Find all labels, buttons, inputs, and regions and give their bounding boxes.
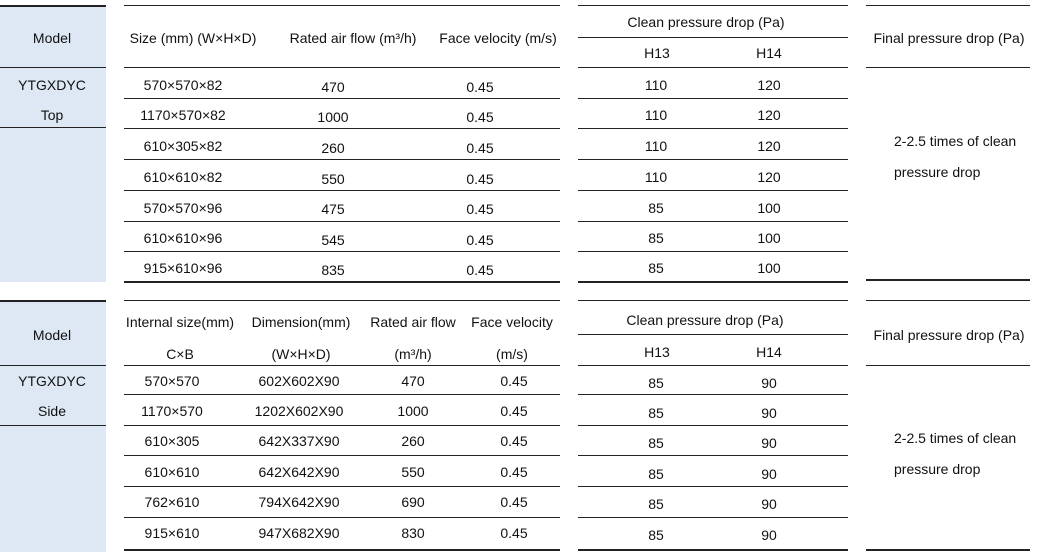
top-row-rule: [578, 98, 848, 99]
cell-velocity: 0.45: [466, 262, 494, 278]
top-header-bottom-rule: [578, 67, 848, 68]
cell-dimension: 794X642X90: [258, 494, 340, 510]
cell-airflow: 470: [321, 79, 345, 95]
cell-h14: 90: [761, 435, 777, 451]
side-rule: [0, 300, 106, 302]
top-subheader-rule: [578, 37, 848, 38]
cell-h13: 85: [648, 200, 664, 216]
side-row-rule: [578, 455, 848, 456]
top-model-name: YTGXDYC: [18, 77, 86, 93]
cell-h13: 85: [648, 260, 664, 276]
side-header-model: Model: [32, 327, 72, 343]
top-header-size: Size (mm) (W×H×D): [129, 30, 257, 46]
side-table-bottom-rule: [124, 549, 560, 551]
side-header-h13: H13: [644, 344, 670, 360]
cell-dimension: 642X642X90: [258, 464, 340, 480]
side-header-airflow-unit: (m³/h): [394, 346, 432, 362]
top-header-bottom-rule: [124, 67, 560, 68]
side-final-pressure-text: pressure drop: [894, 461, 981, 477]
cell-velocity: 0.45: [466, 171, 494, 187]
top-row-rule: [124, 251, 560, 252]
side-header-internal: Internal size(mm): [125, 314, 235, 330]
cell-h14: 90: [761, 496, 777, 512]
cell-velocity: 0.45: [500, 433, 528, 449]
cell-size: 570×570×96: [143, 200, 223, 216]
side-header-internal-unit: C×B: [166, 346, 194, 362]
cell-dimension: 947X682X90: [258, 525, 340, 541]
top-header-bottom-rule: [866, 67, 1030, 68]
top-table-bottom-rule: [124, 281, 560, 283]
cell-size: 570×570×82: [143, 77, 223, 93]
top-row-rule: [578, 159, 848, 160]
side-model-variant: Side: [37, 403, 67, 419]
cell-dimension: 1202X602X90: [254, 403, 344, 419]
cell-h14: 120: [757, 77, 781, 93]
top-header-bottom-rule: [0, 67, 106, 68]
top-rule: [866, 5, 1030, 6]
side-row-rule: [124, 455, 560, 456]
cell-airflow: 1000: [397, 403, 429, 419]
top-row-rule: [124, 190, 560, 191]
cell-velocity: 0.45: [500, 494, 528, 510]
cell-airflow: 830: [401, 525, 425, 541]
side-header-dimension-unit: (W×H×D): [271, 346, 331, 362]
cell-velocity: 0.45: [466, 109, 494, 125]
side-header-h14: H14: [756, 344, 782, 360]
top-rule: [578, 5, 848, 6]
top-row-rule: [124, 159, 560, 160]
side-rule: [578, 300, 848, 301]
top-model-column-bg: [0, 5, 106, 282]
side-header-airflow: Rated air flow: [370, 314, 456, 330]
cell-airflow: 545: [321, 232, 345, 248]
top-header-airflow: Rated air flow (m³/h): [289, 30, 417, 46]
cell-h14: 90: [761, 375, 777, 391]
side-final-pressure-text: 2-2.5 times of clean: [894, 430, 1017, 446]
side-header-velocity: Face velocity: [471, 314, 553, 330]
cell-dimension: 642X337X90: [258, 433, 340, 449]
cell-airflow: 550: [321, 171, 345, 187]
cell-airflow: 470: [401, 373, 425, 389]
top-rule: [0, 5, 106, 7]
cell-h13: 85: [648, 405, 664, 421]
cell-h13: 85: [648, 435, 664, 451]
cell-velocity: 0.45: [466, 201, 494, 217]
side-header-final-drop: Final pressure drop (Pa): [873, 327, 1025, 343]
cell-airflow: 260: [321, 140, 345, 156]
side-row-rule: [124, 394, 560, 395]
cell-h14: 120: [757, 107, 781, 123]
side-header-bottom-rule: [866, 365, 1030, 366]
side-rule: [866, 300, 1030, 301]
cell-internal: 610×610: [144, 464, 200, 480]
top-final-pressure-text: pressure drop: [894, 164, 981, 180]
cell-size: 610×610×82: [143, 169, 223, 185]
cell-h13: 85: [648, 230, 664, 246]
top-row-rule: [124, 98, 560, 99]
side-model-name: YTGXDYC: [18, 373, 86, 389]
side-row-rule: [124, 517, 560, 518]
top-row-rule: [578, 221, 848, 222]
top-header-final-drop: Final pressure drop (Pa): [873, 30, 1025, 46]
cell-h14: 100: [757, 230, 781, 246]
top-rule: [124, 5, 560, 6]
cell-internal: 915×610: [144, 525, 200, 541]
cell-airflow: 835: [321, 262, 345, 278]
cell-h13: 85: [648, 527, 664, 543]
cell-h14: 90: [761, 466, 777, 482]
cell-airflow: 690: [401, 494, 425, 510]
top-header-model: Model: [32, 30, 72, 46]
cell-velocity: 0.45: [466, 232, 494, 248]
cell-h14: 120: [757, 169, 781, 185]
cell-internal: 762×610: [144, 494, 200, 510]
cell-h14: 90: [761, 405, 777, 421]
side-row-rule: [578, 394, 848, 395]
cell-size: 915×610×96: [143, 260, 223, 276]
side-header-clean-drop: Clean pressure drop (Pa): [626, 312, 784, 328]
side-table-bottom-rule: [866, 549, 1030, 551]
cell-velocity: 0.45: [500, 373, 528, 389]
cell-h13: 110: [644, 107, 668, 123]
cell-airflow: 475: [321, 201, 345, 217]
side-row-rule: [124, 486, 560, 487]
side-model-rule: [0, 425, 106, 426]
cell-airflow: 1000: [317, 109, 349, 125]
top-model-rule: [0, 127, 106, 128]
cell-size: 610×610×96: [143, 230, 223, 246]
side-header-bottom-rule: [578, 365, 848, 366]
side-row-rule: [124, 425, 560, 426]
cell-velocity: 0.45: [500, 464, 528, 480]
top-header-clean-drop: Clean pressure drop (Pa): [627, 14, 785, 30]
top-table-bottom-rule: [866, 279, 1030, 281]
cell-h13: 85: [648, 496, 664, 512]
cell-h13: 85: [648, 375, 664, 391]
cell-h14: 120: [757, 138, 781, 154]
top-header-h14: H14: [756, 45, 782, 61]
side-row-rule: [578, 517, 848, 518]
cell-airflow: 260: [401, 433, 425, 449]
cell-h13: 110: [644, 138, 668, 154]
cell-size: 1170×570×82: [140, 107, 226, 123]
cell-airflow: 550: [401, 464, 425, 480]
cell-size: 610×305×82: [143, 138, 223, 154]
cell-h13: 85: [648, 466, 664, 482]
side-header-dimension: Dimension(mm): [251, 314, 351, 330]
cell-internal: 1170×570: [141, 403, 203, 419]
cell-h13: 110: [644, 77, 668, 93]
side-subheader-rule: [578, 334, 848, 335]
top-row-rule: [124, 128, 560, 129]
side-row-rule: [578, 425, 848, 426]
top-header-h13: H13: [644, 45, 670, 61]
side-rule: [124, 300, 560, 301]
cell-h13: 110: [644, 169, 668, 185]
cell-velocity: 0.45: [500, 525, 528, 541]
top-row-rule: [578, 190, 848, 191]
cell-h14: 90: [761, 527, 777, 543]
side-table-bottom-rule: [578, 549, 848, 551]
cell-velocity: 0.45: [466, 79, 494, 95]
side-row-rule: [578, 486, 848, 487]
top-model-variant: Top: [40, 107, 64, 123]
cell-h14: 100: [757, 200, 781, 216]
top-row-rule: [124, 221, 560, 222]
top-row-rule: [578, 128, 848, 129]
top-header-velocity: Face velocity (m/s): [439, 30, 557, 46]
top-final-pressure-text: 2-2.5 times of clean: [894, 133, 1017, 149]
side-header-bottom-rule: [124, 365, 560, 366]
side-header-velocity-unit: (m/s): [496, 346, 528, 362]
top-table-bottom-rule: [578, 281, 848, 283]
cell-velocity: 0.45: [466, 140, 494, 156]
cell-dimension: 602X602X90: [258, 373, 340, 389]
side-header-bottom-rule: [0, 365, 106, 366]
cell-velocity: 0.45: [500, 403, 528, 419]
cell-h14: 100: [757, 260, 781, 276]
cell-internal: 570×570: [144, 373, 200, 389]
top-row-rule: [578, 251, 848, 252]
cell-internal: 610×305: [144, 433, 200, 449]
